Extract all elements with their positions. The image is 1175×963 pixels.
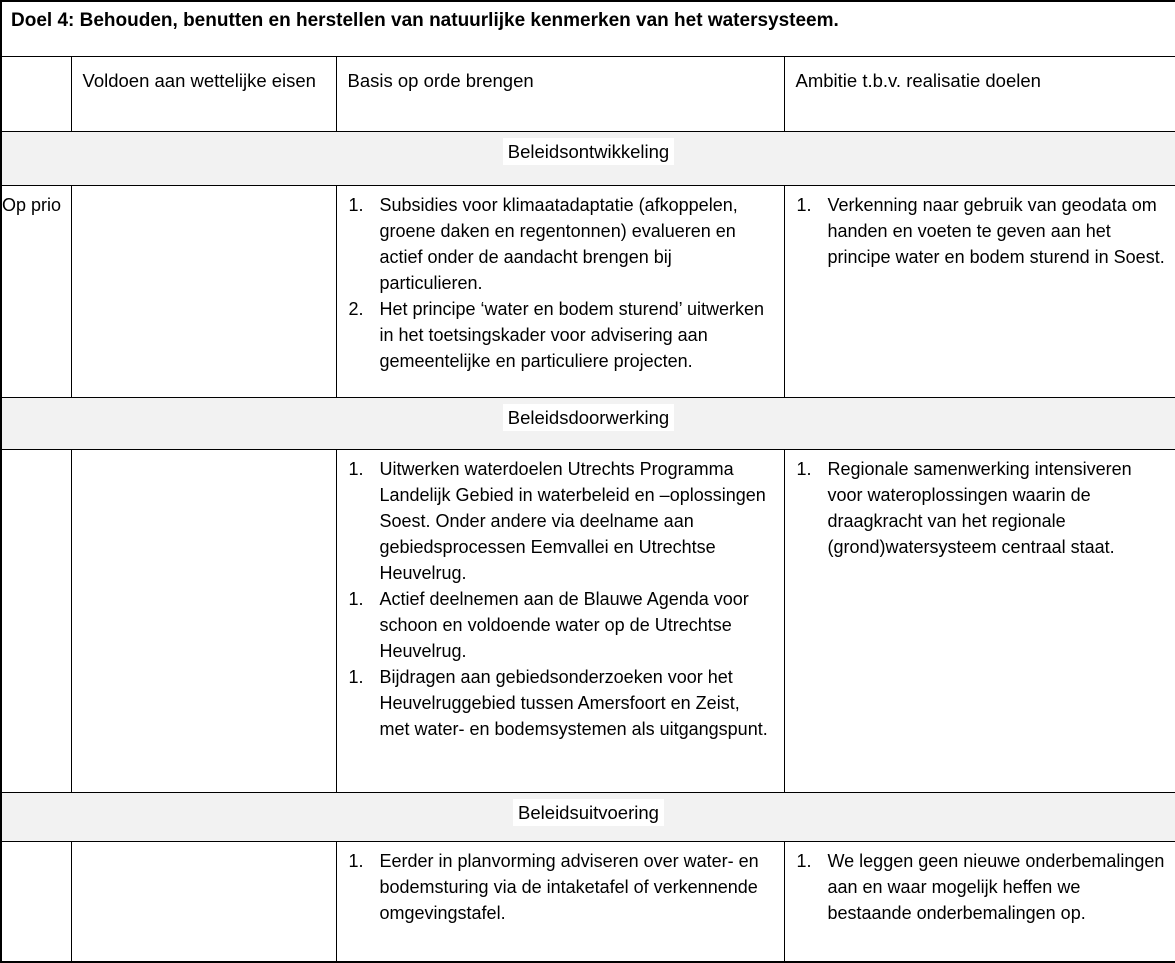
section-label-beleidsontwikkeling: Beleidsontwikkeling <box>503 138 674 165</box>
section-label-beleidsuitvoering: Beleidsuitvoering <box>513 799 664 826</box>
list-text: Uitwerken waterdoelen Utrechts Programma Landelijk Gebied in waterbeleid en –oplossingen Soest. Onder andere via deelname aan gebiedsprocessen Eemvallei en Utrechtse Heuvelrug. <box>379 458 766 583</box>
section-row-beleidsontwikkeling <box>1 131 1175 185</box>
list-number: 1. <box>348 666 364 687</box>
list-item <box>785 456 1170 560</box>
list-text: We leggen geen nieuwe onderbemalingen aan en waar mogelijk heffen we bestaande onderbemalingen op. <box>827 850 1165 923</box>
list-text: Verkenning naar gebruik van geodata om handen en voeten te geven aan het principe water en bodem sturend in Soest. <box>827 194 1165 267</box>
cell-basis-3 <box>336 841 784 962</box>
list-text: Subsidies voor klimaatadaptatie (afkoppelen, groene daken en regentonnen) evalueren en actief onder de aandacht brengen bij particulieren. <box>379 194 738 293</box>
list-item <box>337 664 778 742</box>
list-number: 1. <box>796 194 812 215</box>
empty-cell-wettelijke-1 <box>71 185 336 397</box>
list-item <box>337 296 778 374</box>
empty-cell-wettelijke-2 <box>71 449 336 792</box>
empty-cell-prio-2 <box>1 449 71 792</box>
cell-basis-1 <box>336 185 784 397</box>
list-text: Regionale samenwerking intensiveren voor wateroplossingen waarin de draagkracht van het regionale (grond)watersysteem centraal staat. <box>827 458 1132 557</box>
list-text: Actief deelnemen aan de Blauwe Agenda voor schoon en voldoende water op de Utrechtse Heuvelrug. <box>379 588 749 661</box>
cell-basis-2 <box>336 449 784 792</box>
section-row-beleidsuitvoering <box>1 792 1175 841</box>
list-item <box>337 456 778 586</box>
list-text: Bijdragen aan gebiedsonderzoeken voor het Heuvelruggebied tussen Amersfoort en Zeist, met water- en bodemsystemen als uitgangspunt. <box>379 666 768 739</box>
empty-cell-prio-3 <box>1 841 71 962</box>
cell-ambitie-3 <box>784 841 1175 962</box>
prio-cell: Op prio <box>1 185 71 397</box>
section-row-beleidsdoorwerking <box>1 397 1175 449</box>
list-number: 1. <box>348 194 364 215</box>
list-number: 1. <box>348 850 364 871</box>
list-number: 1. <box>348 458 364 479</box>
data-row-beleidsdoorwerking <box>1 449 1175 792</box>
section-label-beleidsdoorwerking: Beleidsdoorwerking <box>503 404 674 431</box>
list-item <box>337 848 778 926</box>
col-header-wettelijke-eisen: Voldoen aan wettelijke eisen <box>71 56 336 131</box>
empty-cell-wettelijke-3 <box>71 841 336 962</box>
list-text: Het principe ‘water en bodem sturend’ uitwerken in het toetsingskader voor advisering aan gemeentelijke en particuliere projecten. <box>379 298 765 371</box>
list-text: Eerder in planvorming adviseren over water- en bodemsturing via de intaketafel of verkennende omgevingstafel. <box>379 850 759 923</box>
list-number: 1. <box>348 588 364 609</box>
list-item <box>785 848 1170 926</box>
column-header-row <box>1 56 1175 131</box>
list-item <box>337 586 778 664</box>
list-number: 2. <box>348 298 364 319</box>
col-header-basis-op-orde: Basis op orde brengen <box>336 56 784 131</box>
cell-ambitie-1 <box>784 185 1175 397</box>
cell-ambitie-2 <box>784 449 1175 792</box>
col-header-empty <box>1 56 71 131</box>
data-row-beleidsontwikkeling <box>1 185 1175 397</box>
doc-title: Doel 4: Behouden, benutten en herstellen van natuurlijke kenmerken van het watersysteem. <box>1 1 1175 56</box>
data-row-beleidsuitvoering <box>1 841 1175 962</box>
list-item <box>785 192 1170 270</box>
title-row <box>1 1 1175 56</box>
list-number: 1. <box>796 850 812 871</box>
list-number: 1. <box>796 458 812 479</box>
list-item <box>337 192 778 296</box>
col-header-ambitie: Ambitie t.b.v. realisatie doelen <box>784 56 1175 131</box>
